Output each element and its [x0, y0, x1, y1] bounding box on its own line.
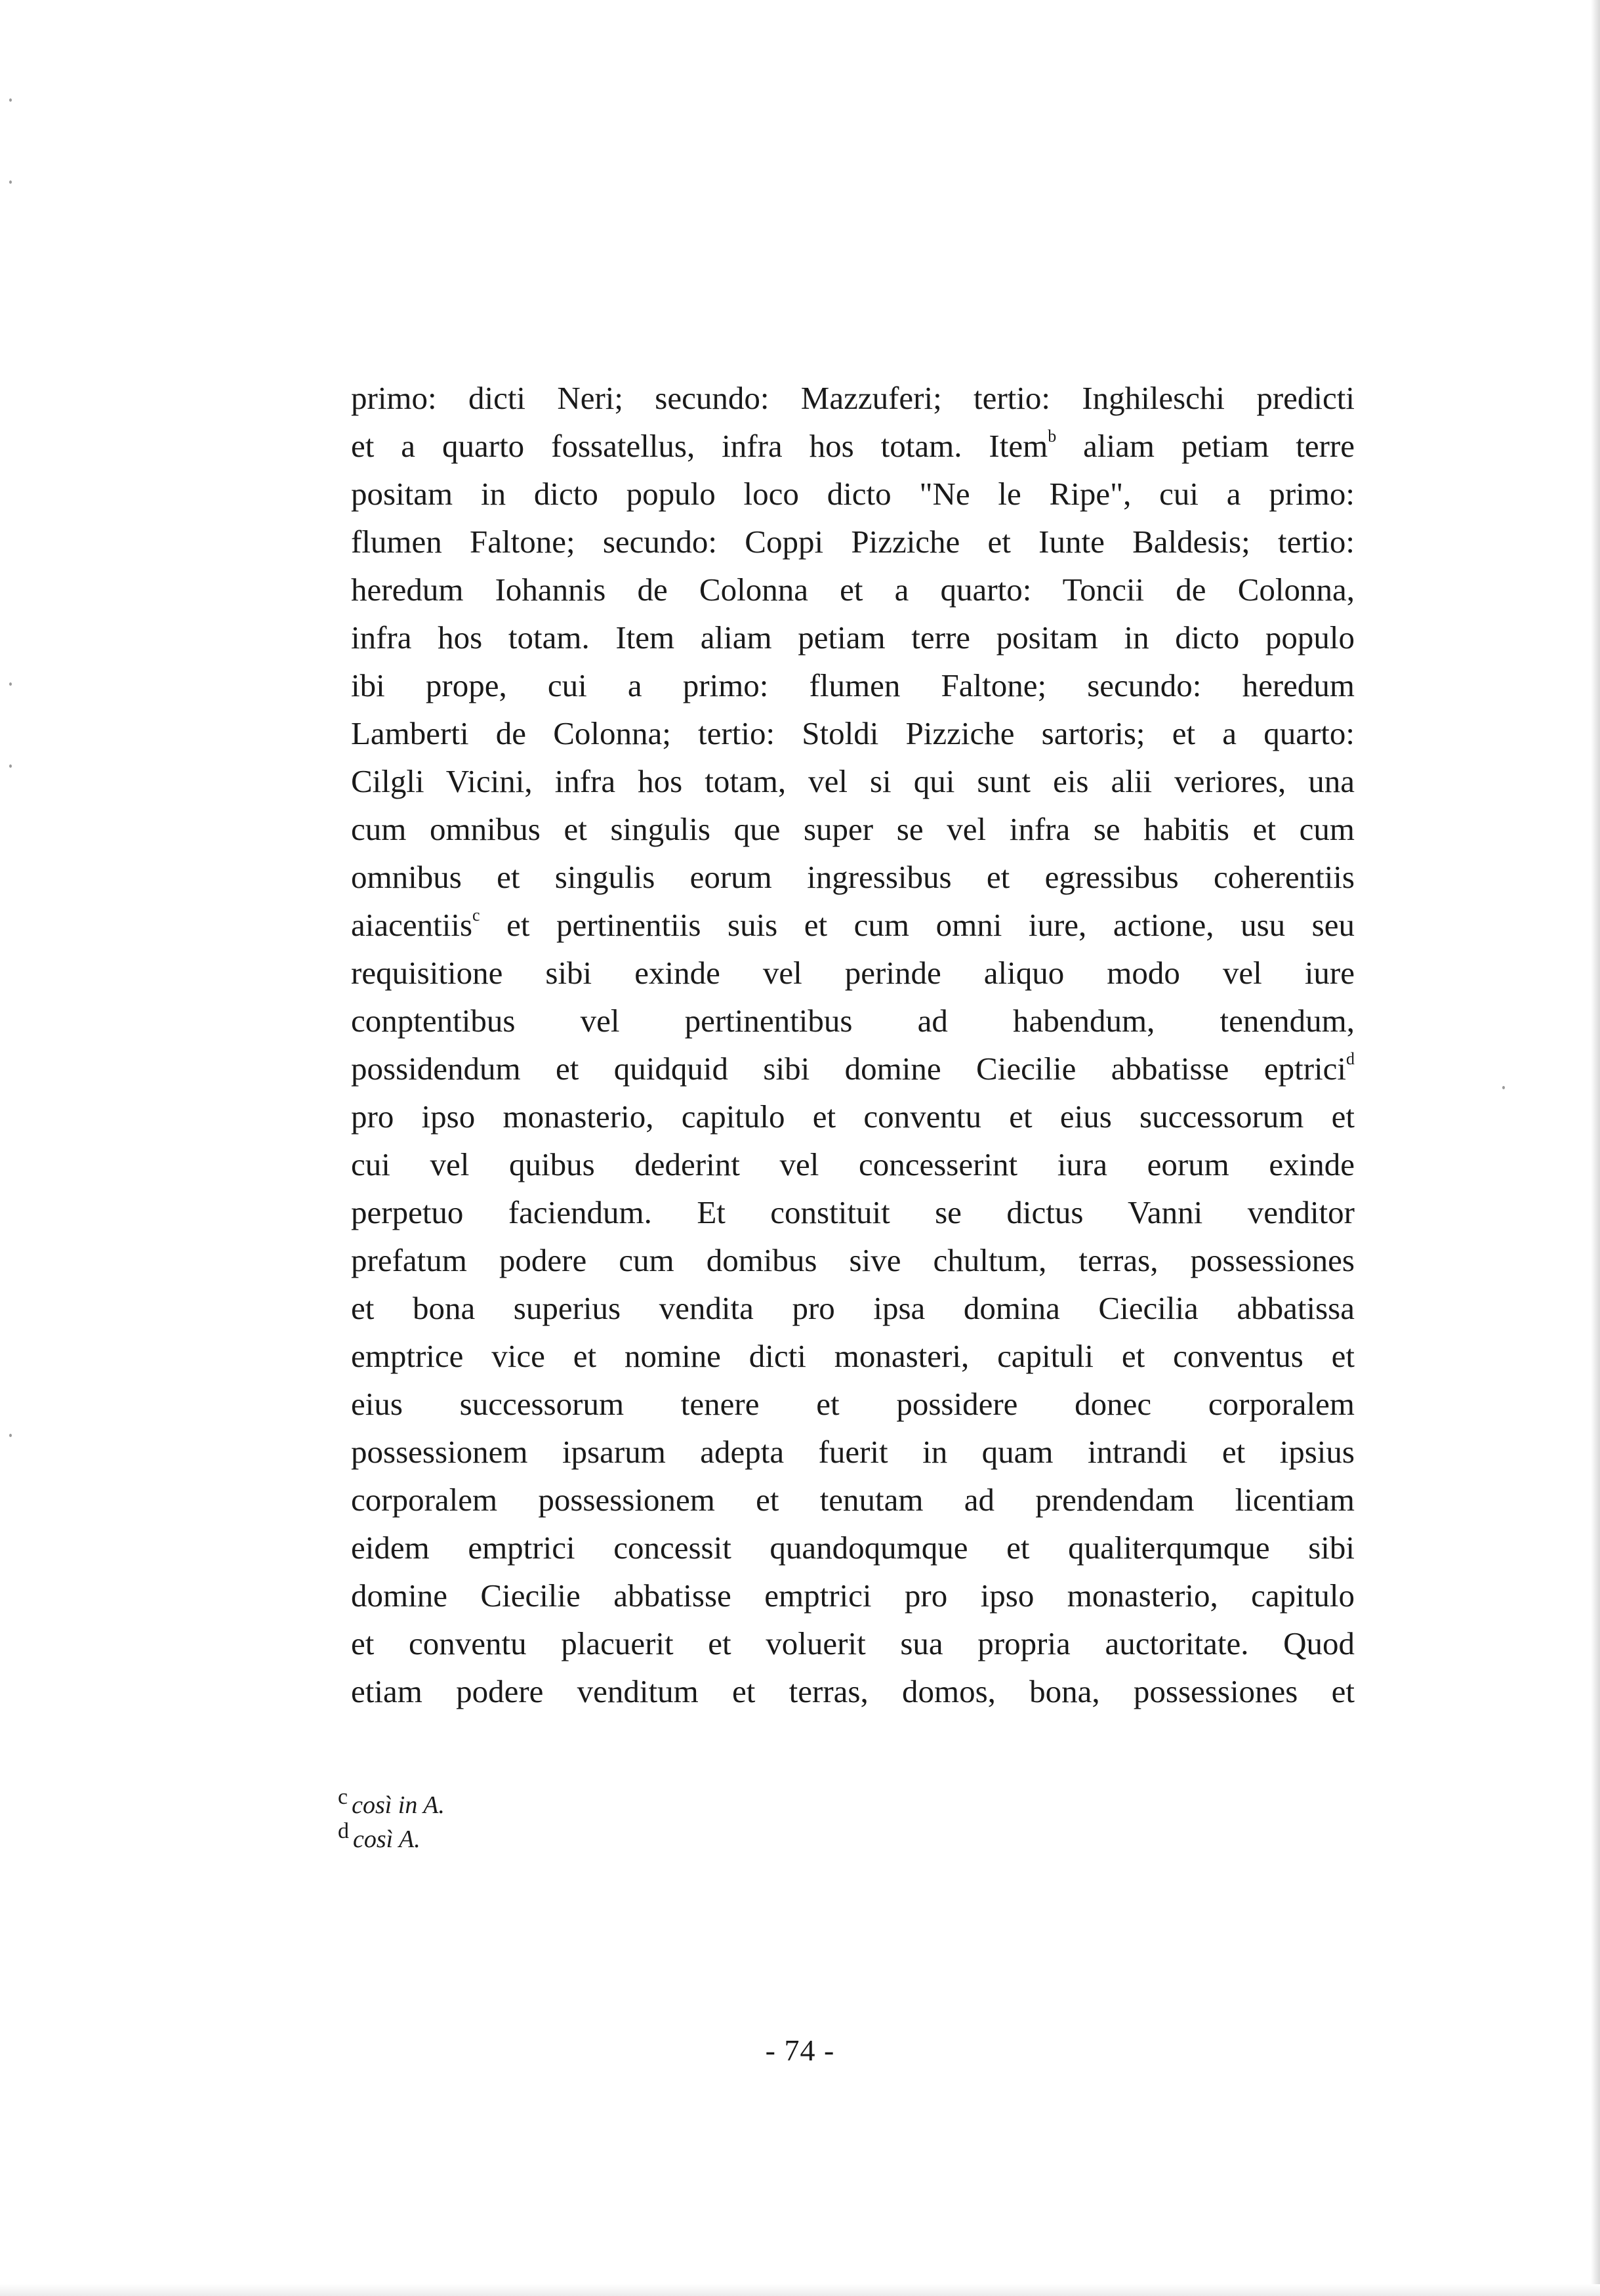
text-segment: pro ipso monasterio, capitulo et conventu et eius successorum et — [351, 1098, 1355, 1135]
scan-speck — [9, 764, 12, 768]
text-line — [351, 757, 1355, 805]
text-segment: heredum Iohannis de Colonna et a quarto: Toncii de Colonna, — [351, 572, 1355, 608]
text-segment: ibi prope, cui a primo: flumen Faltone; secundo: heredum — [351, 667, 1355, 703]
text-line — [351, 1476, 1355, 1524]
text-line — [351, 1188, 1355, 1236]
footnote-marker: d — [1346, 1049, 1355, 1068]
text-line — [351, 422, 1355, 470]
footnote-mark: d — [338, 1819, 349, 1843]
scan-speck — [9, 682, 12, 686]
text-segment: emptrice vice et nomine dicti monasteri, capituli et conventus et — [351, 1338, 1355, 1374]
text-segment: omnibus et singulis eorum ingressibus et egressibus coherentiis — [351, 859, 1355, 895]
text-line — [351, 901, 1355, 949]
text-segment: domine Ciecilie abbatisse emptrici pro ipso monasterio, capitulo — [351, 1577, 1355, 1614]
text-segment: et conventu placuerit et voluerit sua propria auctoritate. Quod — [351, 1625, 1355, 1661]
text-line — [351, 1045, 1355, 1093]
text-line — [351, 374, 1355, 422]
footnote-marker: b — [1048, 426, 1057, 446]
text-segment: corporalem possessionem et tenutam ad prendendam licentiam — [351, 1482, 1355, 1518]
text-line — [351, 1667, 1355, 1715]
text-line — [351, 1619, 1355, 1667]
scan-edge-right — [1591, 0, 1600, 2296]
text-line — [351, 1380, 1355, 1428]
text-segment: eius successorum tenere et possidere donec corporalem — [351, 1386, 1355, 1422]
text-segment: flumen Faltone; secundo: Coppi Pizziche et Iunte Baldesis; tertio: — [351, 524, 1355, 560]
text-segment: requisitione sibi exinde vel perinde aliquo modo vel iure — [351, 955, 1355, 991]
text-line — [351, 853, 1355, 901]
footnote — [338, 1819, 445, 1856]
text-line — [351, 614, 1355, 661]
text-line — [351, 470, 1355, 518]
text-line — [351, 1093, 1355, 1140]
text-segment: Cilgli Vicini, infra hos totam, vel si qui sunt eis alii veriores, una — [351, 763, 1355, 799]
scan-speck — [9, 1434, 12, 1437]
text-line — [351, 1140, 1355, 1188]
footnote-marker: c — [472, 905, 480, 925]
text-segment: etiam podere venditum et terras, domos, bona, possessiones et — [351, 1673, 1355, 1709]
footnote — [338, 1785, 445, 1822]
text-segment: et bona superius vendita pro ipsa domina Ciecilia abbatissa — [351, 1290, 1355, 1326]
text-segment: et pertinentiis suis et cum omni iure, actione, usu seu — [480, 907, 1355, 943]
text-line — [351, 997, 1355, 1045]
text-line — [351, 1236, 1355, 1284]
text-segment: perpetuo faciendum. Et constituit se dictus Vanni venditor — [351, 1194, 1355, 1230]
text-segment: eidem emptrici concessit quandoqumque et qualiterqumque sibi — [351, 1530, 1355, 1566]
text-segment: prefatum podere cum domibus sive chultum, terras, possessiones — [351, 1242, 1355, 1278]
text-segment: conptentibus vel pertinentibus ad habendum, tenendum, — [351, 1003, 1355, 1039]
text-segment: primo: dicti Neri; secundo: Mazzuferi; tertio: Inghileschi predicti — [351, 380, 1355, 416]
body-text — [351, 374, 1355, 1715]
text-line — [351, 805, 1355, 853]
page-number: - 74 - — [765, 2034, 835, 2067]
text-segment: aliam petiam terre — [1056, 428, 1355, 464]
footnote-text: così in A. — [352, 1791, 445, 1819]
footnotes — [338, 1785, 445, 1856]
text-line — [351, 1428, 1355, 1476]
text-line — [351, 518, 1355, 566]
text-segment: et a quarto fossatellus, infra hos totam. Item — [351, 428, 1048, 464]
text-segment: positam in dicto populo loco dicto "Ne le Ripe", cui a primo: — [351, 476, 1355, 512]
footnote-mark: c — [338, 1785, 348, 1809]
text-segment: aiacentiis — [351, 907, 473, 943]
text-line — [351, 1524, 1355, 1572]
text-line — [351, 566, 1355, 614]
text-segment: cui vel quibus dederint vel concesserint iura eorum exinde — [351, 1146, 1355, 1182]
text-line — [351, 1332, 1355, 1380]
text-segment: possessionem ipsarum adepta fuerit in quam intrandi et ipsius — [351, 1434, 1355, 1470]
scan-speck — [9, 180, 12, 184]
text-line — [351, 949, 1355, 997]
text-segment: possidendum et quidquid sibi domine Ciecilie abbatisse eptrici — [351, 1051, 1346, 1087]
text-line — [351, 1572, 1355, 1619]
scan-edge-bottom — [0, 2284, 1600, 2296]
text-line — [351, 1284, 1355, 1332]
scan-speck — [1502, 1086, 1505, 1089]
text-segment: cum omnibus et singulis que super se vel infra se habitis et cum — [351, 811, 1355, 847]
text-segment: Lamberti de Colonna; tertio: Stoldi Pizziche sartoris; et a quarto: — [351, 715, 1355, 751]
text-line — [351, 709, 1355, 757]
text-segment: infra hos totam. Item aliam petiam terre positam in dicto populo — [351, 619, 1355, 656]
scan-speck — [9, 98, 12, 102]
footnote-text: così A. — [353, 1826, 421, 1853]
text-line — [351, 661, 1355, 709]
